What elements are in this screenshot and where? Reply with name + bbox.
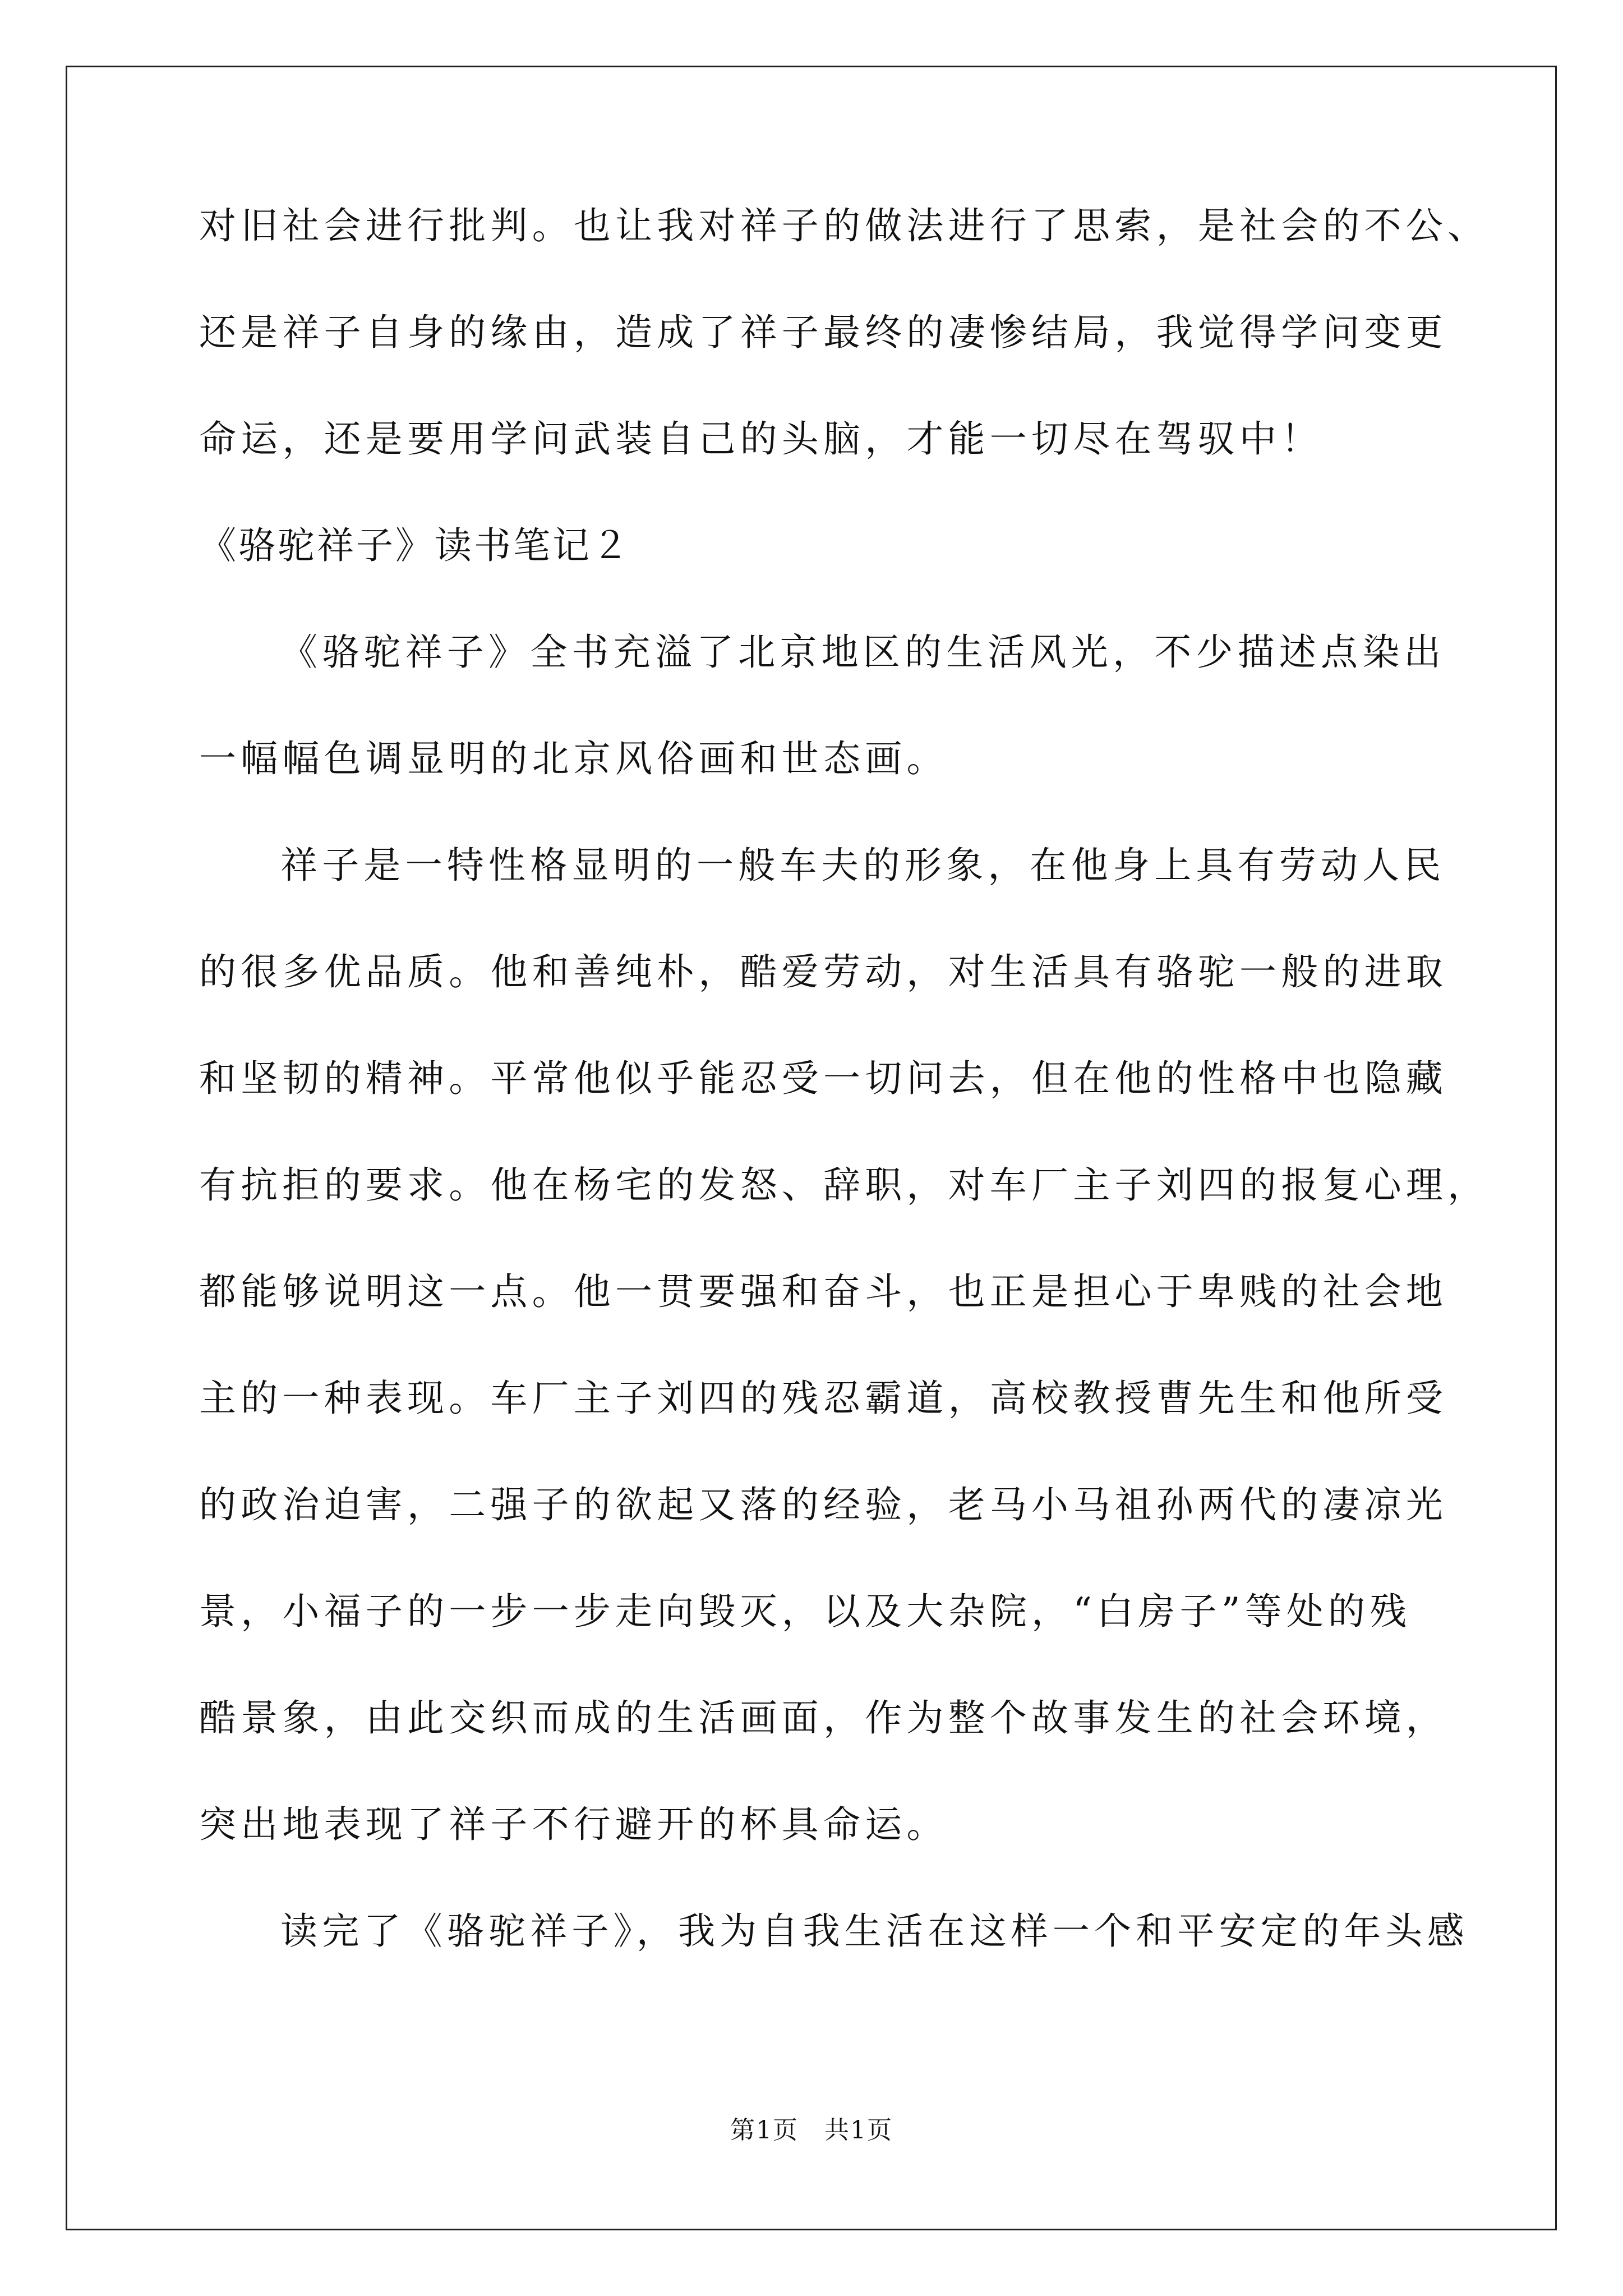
text-line: 一幅幅色调显明的北京风俗画和世态画。 — [199, 737, 948, 780]
paragraph-first-line: 《骆驼祥子》全书充溢了北京地区的生活风光，不少描述点染出 — [280, 631, 1446, 674]
page-footer: 第1页 共1页 — [730, 2116, 893, 2145]
paragraph-first-line: 读完了《骆驼祥子》，我为自我生活在这样一个和平安定的年头感 — [280, 1910, 1469, 1953]
text-line: 和坚韧的精神。平常他似乎能忍受一切问去，但在他的性格中也隐藏 — [199, 1057, 1447, 1100]
text-line: 都能够说明这一点。他一贯要强和奋斗，也正是担心于卑贱的社会地 — [199, 1270, 1447, 1313]
text-line: 景，小福子的一步一步走向毁灭，以及大杂院，“白房子”等处的残 — [199, 1590, 1412, 1633]
text-line: 主的一种表现。车厂主子刘四的残忍霸道，高校教授曹先生和他所受 — [199, 1377, 1447, 1420]
text-line: 突出地表现了祥子不行避开的杯具命运。 — [199, 1803, 948, 1846]
text-line: 的政治迫害，二强子的欲起又落的经验，老马小马祖孙两代的凄凉光 — [199, 1483, 1447, 1526]
text-line: 还是祥子自身的缘由，造成了祥子最终的凄惨结局，我觉得学问变更 — [199, 311, 1447, 354]
text-line: 对旧社会进行批判。也让我对祥子的做法进行了思索，是社会的不公、 — [199, 204, 1490, 247]
text-line: 命运，还是要用学问武装自己的头脑，才能一切尽在驾驭中！ — [199, 417, 1323, 461]
paragraph-first-line: 祥子是一特性格显明的一般车夫的形象，在他身上具有劳动人民 — [280, 844, 1446, 887]
text-line: 酷景象，由此交织而成的生活画面，作为整个故事发生的社会环境， — [199, 1696, 1447, 1740]
document-body — [199, 204, 1490, 2019]
text-line: 有抗拒的要求。他在杨宅的发怒、辞职，对车厂主子刘四的报复心理， — [199, 1163, 1490, 1207]
section-heading: 《骆驼祥子》读书笔记２ — [199, 524, 631, 567]
text-line: 的很多优品质。他和善纯朴，酷爱劳动，对生活具有骆驼一般的进取 — [199, 950, 1447, 993]
